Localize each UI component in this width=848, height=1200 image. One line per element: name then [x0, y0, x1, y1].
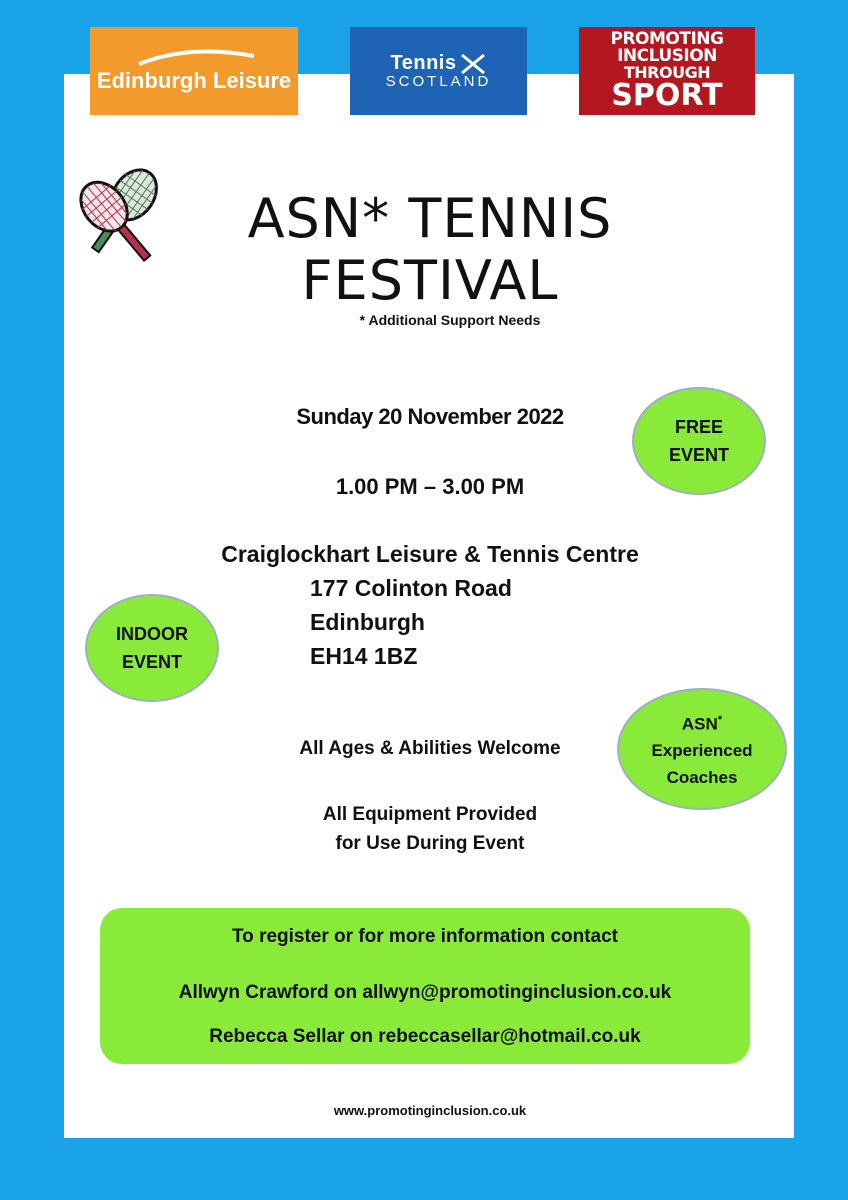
- saltire-icon: [460, 53, 486, 75]
- equipment-text: [240, 800, 620, 858]
- equipment-line-2: for Use During Event: [335, 833, 525, 854]
- event-date: Sunday 20 November 2022: [296, 404, 564, 429]
- contact-line-1: Allwyn Crawford on allwyn@promotinginclusion.co.uk: [178, 982, 672, 1003]
- tennis-scotland-text-1: Tennis: [390, 52, 457, 74]
- indoor-event-badge: [85, 594, 219, 702]
- pits-line-3: THROUGH: [623, 63, 711, 82]
- coach-badge-line-1: [682, 707, 722, 738]
- contact-heading: To register or for more information contact: [231, 926, 619, 947]
- coach-asn-text: ASN: [681, 714, 718, 734]
- tennis-scotland-logo: [350, 27, 527, 115]
- coaches-badge: [617, 688, 787, 810]
- pits-line-1: PROMOTING: [610, 29, 724, 49]
- welcome-text: All Ages & Abilities Welcome: [299, 738, 561, 759]
- coach-badge-line-2: Experienced: [651, 741, 753, 761]
- title-line-1: ASN* TENNIS: [247, 187, 613, 250]
- free-badge-line-1: FREE: [674, 417, 723, 437]
- venue-street: 177 Colinton Road: [310, 575, 512, 601]
- swoosh-icon: [129, 48, 259, 66]
- coach-badge-line-3: Coaches: [666, 768, 738, 788]
- equipment-line-1: All Equipment Provided: [322, 804, 538, 825]
- event-time: 1.00 PM – 3.00 PM: [335, 474, 525, 499]
- website-link[interactable]: www.promotinginclusion.co.uk: [333, 1103, 527, 1118]
- venue-name: Craiglockhart Leisure & Tennis Centre: [221, 541, 639, 567]
- indoor-badge-line-1: INDOOR: [116, 624, 188, 644]
- free-badge-line-2: EVENT: [668, 445, 729, 465]
- tennis-scotland-text-2: SCOTLAND: [385, 73, 492, 90]
- asn-footnote: * Additional Support Needs: [359, 312, 541, 328]
- contact-line-2: Rebecca Sellar on rebeccasellar@hotmail.co.uk: [209, 1026, 641, 1047]
- indoor-badge-line-2: EVENT: [121, 652, 182, 672]
- pits-line-2: INCLUSION: [617, 46, 717, 66]
- page-title: [160, 188, 700, 312]
- venue-postcode: EH14 1BZ: [310, 643, 418, 669]
- edinburgh-leisure-logo: [90, 27, 298, 115]
- contact-box: [100, 908, 750, 1064]
- event-venue: [170, 537, 690, 673]
- coach-asn-star: *: [717, 713, 723, 726]
- pits-line-4: SPORT: [611, 78, 723, 113]
- edinburgh-leisure-text: Edinburgh Leisure: [96, 68, 292, 93]
- free-event-badge: [632, 387, 766, 495]
- venue-city: Edinburgh: [310, 609, 425, 635]
- promoting-inclusion-logo: [579, 27, 755, 115]
- title-line-2: FESTIVAL: [301, 249, 559, 312]
